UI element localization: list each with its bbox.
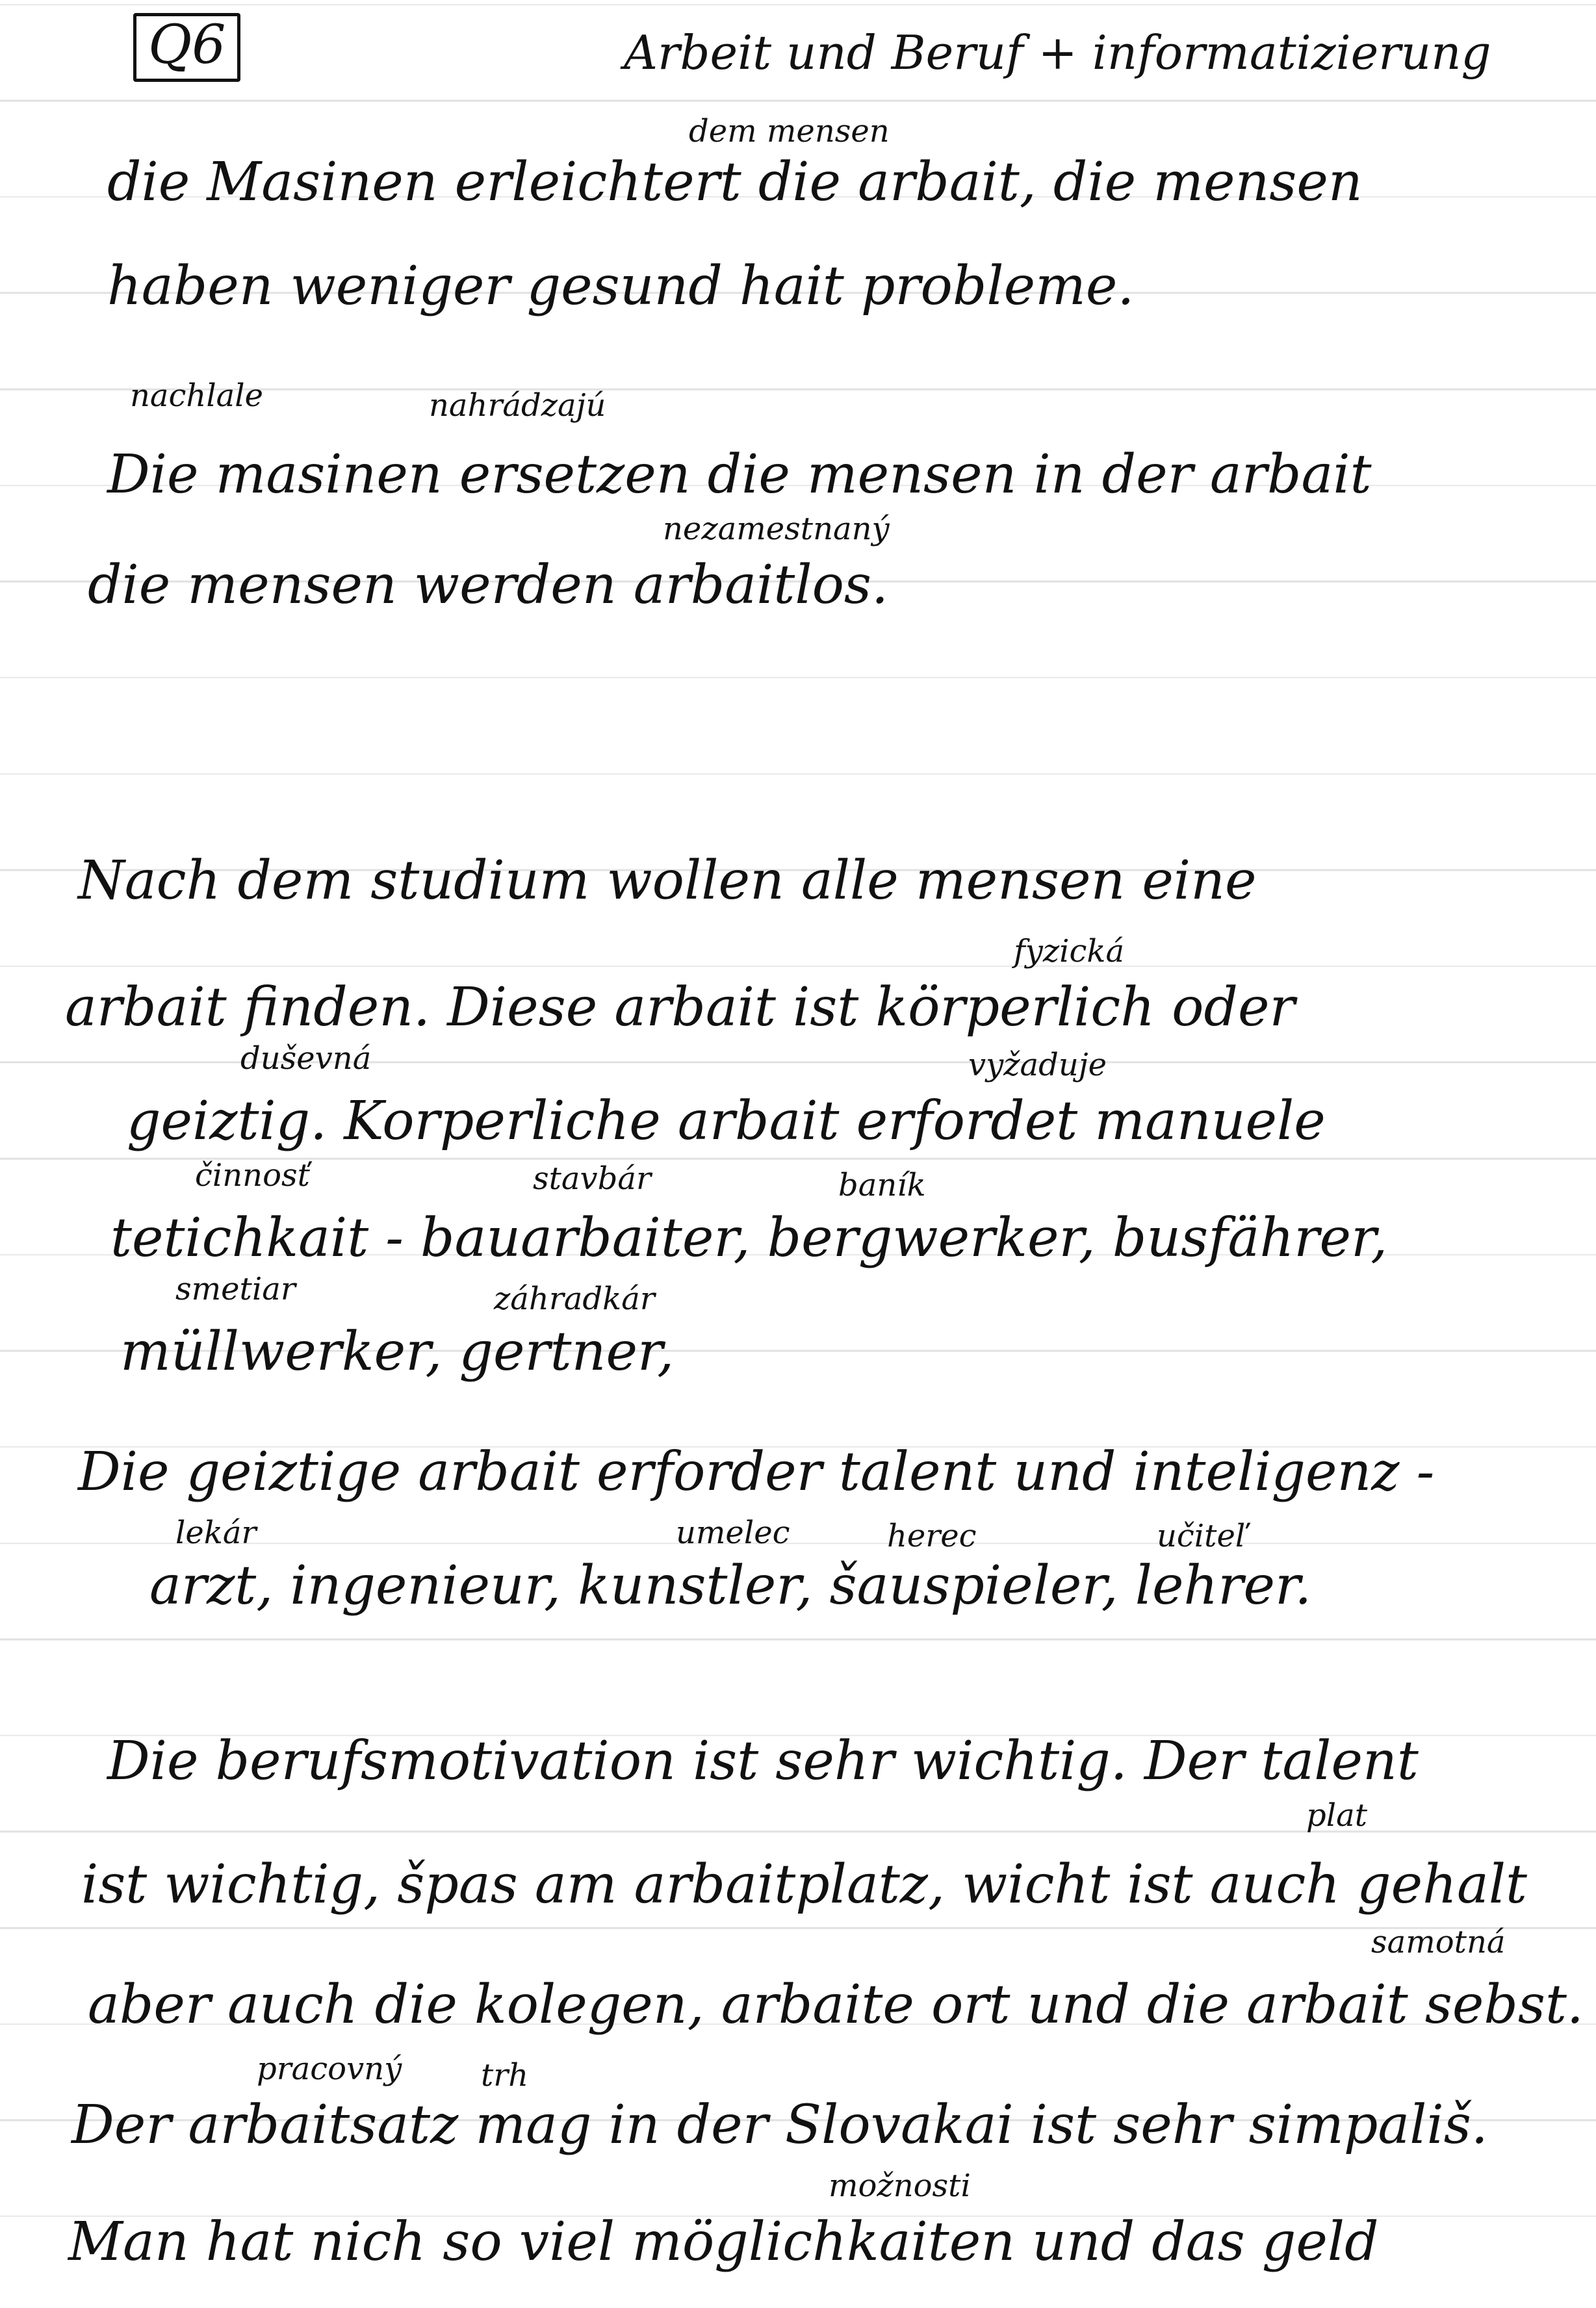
gloss-annotation: lekár <box>175 1515 257 1551</box>
text-line: die mensen werden arbaitlos. <box>88 554 889 616</box>
gloss-annotation: vyžaduje <box>968 1047 1107 1083</box>
gloss-annotation: učiteľ <box>1157 1518 1248 1554</box>
text-line: Die masinen ersetzen die mensen in der arbait <box>107 444 1372 506</box>
text-line: Die berufsmotivation ist sehr wichtig. Der talent <box>107 1730 1419 1792</box>
gloss-annotation: pracovný <box>257 2051 402 2087</box>
gloss-annotation: činnosť <box>195 1157 310 1194</box>
text-line: haben weniger gesund hait probleme. <box>107 255 1135 317</box>
gloss-annotation: záhradkár <box>494 1281 655 1317</box>
text-line: tetichkait - bauarbaiter, bergwerker, busfährer, <box>110 1207 1388 1269</box>
gloss-annotation: možnosti <box>829 2168 971 2204</box>
text-line: arbait finden. Diese arbait ist körperlich oder <box>65 977 1295 1038</box>
gloss-annotation: baník <box>838 1167 926 1203</box>
gloss-annotation: smetiar <box>175 1271 296 1307</box>
gloss-annotation: umelec <box>676 1515 790 1551</box>
text-line: Nach dem studium wollen alle mensen eine <box>78 850 1257 912</box>
gloss-annotation: nachlale <box>130 378 264 414</box>
text-line: müllwerker, gertner, <box>120 1321 675 1383</box>
text-line: geiztig. Korperliche arbait erfordet manuele <box>127 1090 1326 1152</box>
text-line: Man hat nich so viel möglichkaiten und das geld <box>68 2211 1379 2273</box>
text-line: Der arbaitsatz mag in der Slovakai ist sehr simpališ. <box>71 2094 1488 2156</box>
text-line: Die geiztige arbait erforder talent und inteligenz - <box>78 1441 1435 1503</box>
gloss-annotation: samotná <box>1371 1924 1506 1960</box>
gloss-annotation: nezamestnaný <box>663 511 890 547</box>
text-line: die Masinen erleichtert die arbait, die mensen <box>107 151 1363 213</box>
text-line: arzt, ingenieur, kunstler, šauspieler, lehrer. <box>149 1555 1312 1617</box>
gloss-annotation: nahrádzajú <box>429 387 606 424</box>
section-label-box: Q6 <box>133 13 240 82</box>
gloss-annotation: fyzická <box>1014 933 1125 969</box>
page-title: Arbeit und Beruf + informatizierung <box>624 25 1491 80</box>
text-line: aber auch die kolegen, arbaite ort und die arbait sebst. <box>88 1974 1584 2036</box>
gloss-annotation: stavbár <box>533 1160 651 1197</box>
gloss-annotation: duševná <box>240 1040 372 1077</box>
gloss-annotation: trh <box>481 2057 529 2094</box>
gloss-annotation: dem mensen <box>689 113 890 149</box>
text-line: ist wichtig, špas am arbaitplatz, wicht ist auch gehalt <box>81 1854 1528 1916</box>
gloss-annotation: herec <box>887 1518 977 1554</box>
gloss-annotation: plat <box>1306 1797 1367 1834</box>
